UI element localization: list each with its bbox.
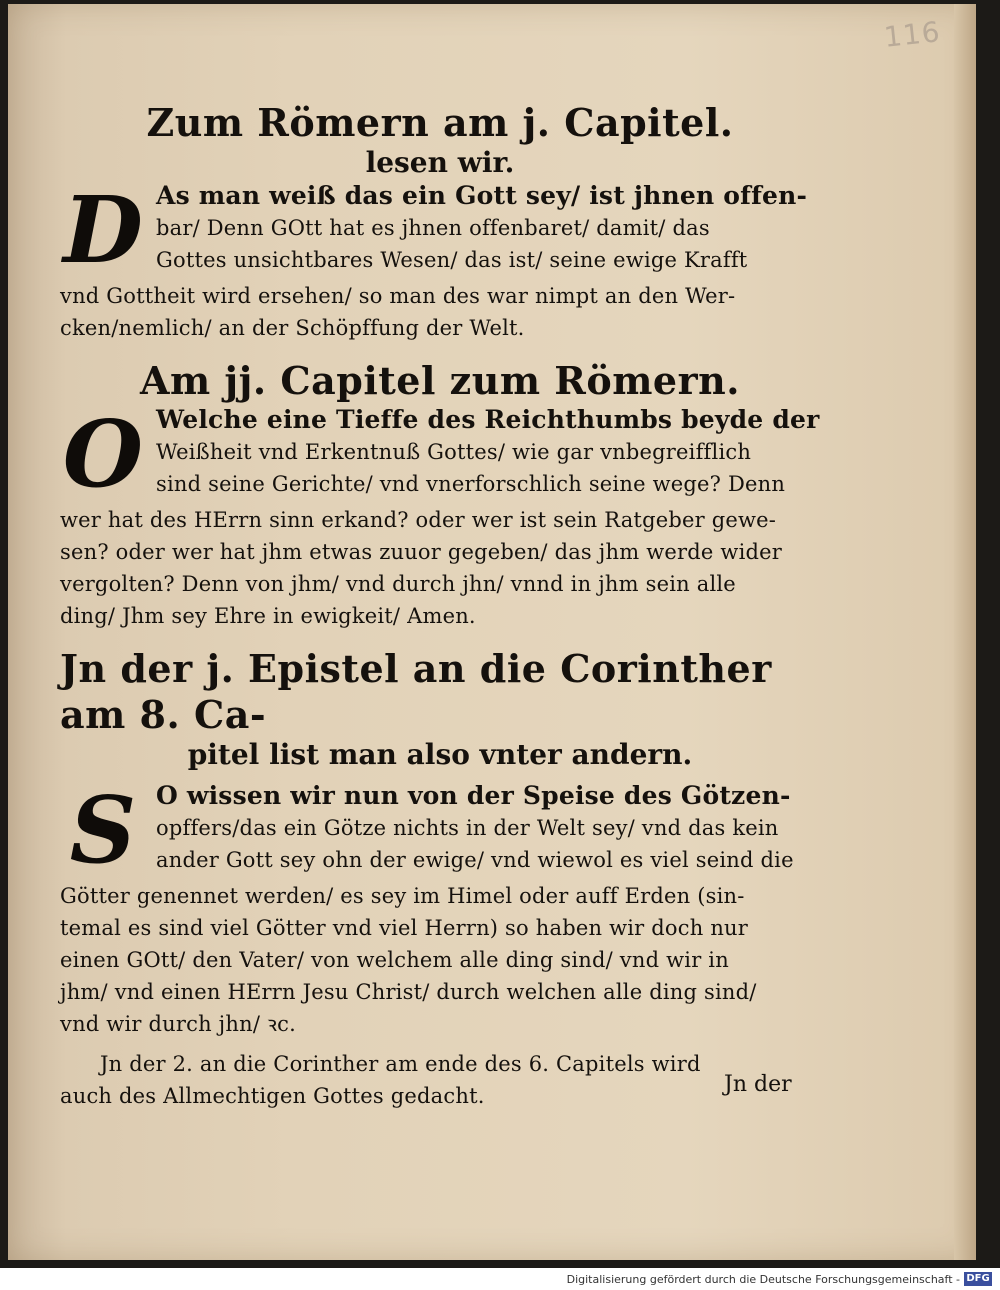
section-2-paragraph bbox=[60, 400, 820, 632]
funding-credit: Digitalisierung gefördert durch die Deutsche Forschungsgemeinschaft - bbox=[566, 1273, 960, 1286]
section-1-line-3: Gottes unsichtbares Wesen/ das ist/ seine ewige Krafft bbox=[156, 248, 748, 272]
section-1-subheading: lesen wir. bbox=[365, 146, 515, 179]
section-3-line-3: ander Gott sey ohn der ewige/ vnd wiewol es viel seind die bbox=[156, 848, 794, 872]
page-edge bbox=[954, 4, 976, 1260]
section-1-line-1: As man weiß das ein Gott sey/ ist jhnen offen- bbox=[156, 181, 808, 210]
closing-line-1: Jn der 2. an die Corinther am ende des 6. Capitels wird bbox=[100, 1052, 701, 1076]
section-2-initial: O bbox=[62, 400, 144, 508]
section-2-line-7: ding/ Jhm sey Ehre in ewigkeit/ Amen. bbox=[60, 604, 476, 628]
page-text bbox=[60, 100, 820, 1112]
section-1-heading: Zum Römern am j. Capitel. bbox=[146, 100, 734, 145]
section-3-line-7: jhm/ vnd einen HErrn Jesu Christ/ durch welchen alle ding sind/ bbox=[60, 980, 757, 1004]
section-2-line-1: Welche eine Tieffe des Reichthumbs beyde der bbox=[156, 405, 820, 434]
section-1-line-5: cken/nemlich/ an der Schöpffung der Welt. bbox=[60, 316, 525, 340]
section-3-line-1: O wissen wir nun von der Speise des Götzen- bbox=[156, 781, 791, 810]
document-page bbox=[8, 4, 976, 1260]
section-3-subheading: pitel list man also vnter andern. bbox=[187, 738, 693, 771]
section-1-paragraph bbox=[60, 176, 820, 344]
section-3-line-4: Götter genennet werden/ es sey im Himel oder auff Erden (sin- bbox=[60, 884, 745, 908]
section-3-line-6: einen GOtt/ den Vater/ von welchem alle ding sind/ vnd wir in bbox=[60, 948, 729, 972]
section-3-line-2: opffers/das ein Götze nichts in der Welt sey/ vnd das kein bbox=[156, 816, 779, 840]
section-1-line-2: bar/ Denn GOtt hat es jhnen offenbaret/ damit/ das bbox=[156, 216, 710, 240]
section-3-initial: S bbox=[69, 776, 137, 884]
section-1-line-4: vnd Gottheit wird ersehen/ so man des war nimpt an den Wer- bbox=[60, 284, 736, 308]
section-2-heading: Am jj. Capitel zum Römern. bbox=[140, 358, 740, 403]
section-2-line-2: Weißheit vnd Erkentnuß Gottes/ wie gar vnbegreifflich bbox=[156, 440, 752, 464]
section-2-line-6: vergolten? Denn von jhm/ vnd durch jhn/ vnnd in jhm sein alle bbox=[60, 572, 736, 596]
catchword: Jn der bbox=[724, 1072, 792, 1097]
dfg-logo-icon: DFG bbox=[964, 1272, 992, 1286]
section-3-line-5: temal es sind viel Götter vnd viel Herrn) so haben wir doch nur bbox=[60, 916, 749, 940]
folio-number: 116 bbox=[881, 15, 942, 54]
section-1-initial: D bbox=[63, 176, 143, 284]
footer-bar bbox=[0, 1270, 1000, 1290]
section-2-line-5: sen? oder wer hat jhm etwas zuuor gegeben/ das jhm werde wider bbox=[60, 540, 782, 564]
section-3-paragraph bbox=[60, 776, 820, 1040]
section-2-line-4: wer hat des HErrn sinn erkand? oder wer ist sein Ratgeber gewe- bbox=[60, 508, 777, 532]
closing-line-2: auch des Allmechtigen Gottes gedacht. bbox=[60, 1084, 485, 1108]
section-2-line-3: sind seine Gerichte/ vnd vnerforschlich seine wege? Denn bbox=[156, 472, 786, 496]
section-3-heading: Jn der j. Epistel an die Corinther am 8. Ca- bbox=[60, 646, 772, 737]
section-3-line-8: vnd wir durch jhn/ ꝛc. bbox=[60, 1012, 296, 1036]
